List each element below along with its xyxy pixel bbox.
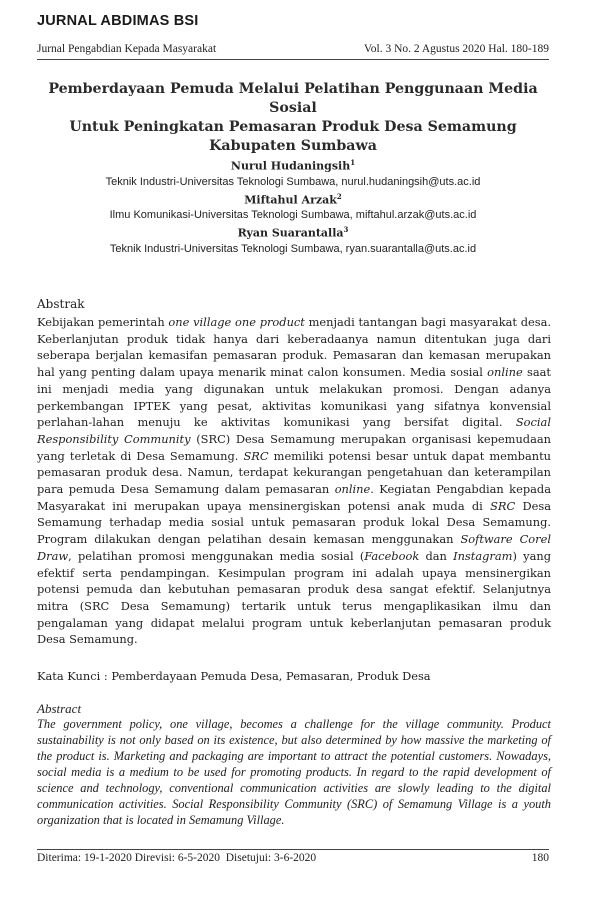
paper-title-line: Pemberdayaan Pemuda Melalui Pelatihan Penggunaan Media Sosial xyxy=(48,81,538,116)
abstract-italic-run: Facebook xyxy=(364,548,420,563)
author-block xyxy=(37,156,549,257)
abstract-italic-run: SRC xyxy=(243,448,269,463)
abstract-italic-run: online xyxy=(334,482,371,497)
footer-rule xyxy=(37,849,549,850)
abstract-italic-run: Social Responsibility Community xyxy=(37,415,551,446)
abstract-text-run: ) yang efektif serta pendampingan. Kesimpulan program ini adalah upaya mensinergikan potensi pemuda dan kebutuhan pemasaran produk desa sangat efektif. Selanjutnya mitra (SRC Desa Semamung) tertarik untuk terus mengaplikasikan ilmu dan pengalaman yang didapat melalui program untuk keberlanjutan pemasaran produk Desa Semamung. xyxy=(37,548,552,647)
abstract-text-run: menjadi tantangan bagi masyarakat desa. Keberlanjutan produk tidak hanya dari keberadaanya namun ditentukan juga dari seberapa berjalan kemasifan pemasaran produk. Pemasaran dan kemasan merupakan hal yang penting dalam upaya menarik minat calon konsumen. Media sosial xyxy=(37,315,551,380)
header-rule xyxy=(37,59,549,60)
abstract-text-run: , pelatihan promosi menggunakan media sosial ( xyxy=(68,548,365,563)
journal-name: JURNAL ABDIMAS BSI xyxy=(37,13,199,29)
author-affiliation: Teknik Industri-Universitas Teknologi Sumbawa, ryan.suarantalla@uts.ac.id xyxy=(109,242,477,255)
abstract-text-run: (SRC) Desa Semamung merupakan organisasi kepemudaan yang terletak di Desa Semamung. xyxy=(37,431,551,463)
author-name: Nurul Hudaningsih$^1$ xyxy=(230,158,356,173)
paper-title-line: Untuk Peningkatan Pemasaran Produk Desa Semamung xyxy=(69,119,517,135)
author-name: Miftahul Arzak$^2$ xyxy=(244,191,342,207)
author-affiliation: Teknik Industri-Universitas Teknologi Sumbawa, nurul.hudaningsih@uts.ac.id xyxy=(105,175,481,188)
author-name: Ryan Suarantalla$^3$ xyxy=(237,225,349,240)
journal-subtitle: Jurnal Pengabdian Kepada Masyarakat xyxy=(37,43,217,55)
paper-title xyxy=(37,80,549,156)
abstract-italic-run: Software Corel Draw xyxy=(37,532,551,563)
abstract-text-run: dan xyxy=(419,548,454,563)
paper-title-line: Kabupaten Sumbawa xyxy=(209,138,377,154)
abstract-body-id xyxy=(37,314,551,648)
author-affiliation: Ilmu Komunikasi-Universitas Teknologi Sumbawa, miftahul.arzak@uts.ac.id xyxy=(109,209,477,222)
abstract-italic-run: online xyxy=(487,365,523,380)
abstract-body-en: The government policy, one village, becomes a challenge for the village community. Product sustainability is not only based on its existence, but also determined by how massive the marketing of the product is. Marketing and packaging are important to attract the potential customers. Nowadays, social media is a medium to be used for promoting products. In regard to the rapid development of science and technology, conventional communication activities are slowly leading to the digital communication activities. Social Responsibility Community (SRC) of Semamung Village is a youth organization that is located in Semamung Village. xyxy=(37,717,551,827)
abstract-text-run: Kebijakan pemerintah xyxy=(37,315,169,329)
abstract-text-run: memiliki potensi besar untuk dapat membantu pemasaran produk desa. Namun, terdapat kekurangan pengetahuan dan keterampilan para pemuda Desa Semamung dalam pemasaran xyxy=(37,448,552,497)
abstract-text-run: . Kegiatan Pengabdian kepada Masyarakat ini merupakan upaya mensinergiskan potensi anak muda di xyxy=(37,482,551,513)
abstract-text-run: Desa Semamung terhadap media sosial untuk pemasaran produk lokal Desa Semamung. Program dilakukan dengan pelatihan desain kemasan menggunakan xyxy=(37,498,551,547)
page-number: 180 xyxy=(531,852,549,864)
abstract-italic-run: one village one product xyxy=(168,315,305,329)
abstract-text-run: saat ini menjadi media yang digunakan untuk melakukan promosi. Dengan adanya perkembangan IPTEK yang pesat, aktivitas komunikasi yang sifatnya konvensial perlahan-lahan menuju ke aktivitas komunikasi yang bersifat digital. xyxy=(37,365,551,430)
abstract-heading-en: Abstract xyxy=(37,701,82,716)
abstract-italic-run: SRC xyxy=(490,498,516,513)
abstract-heading-id: Abstrak xyxy=(37,297,85,311)
footer-dates: Diterima: 19-1-2020 Direvisi: 6-5-2020 Disetujui: 3-6-2020 xyxy=(37,852,317,864)
journal-volume-info: Vol. 3 No. 2 Agustus 2020 Hal. 180-189 xyxy=(363,43,549,55)
keywords-line: Kata Kunci : Pemberdayaan Pemuda Desa, Pemasaran, Produk Desa xyxy=(37,669,431,683)
abstract-italic-run: Instagram xyxy=(453,548,513,563)
